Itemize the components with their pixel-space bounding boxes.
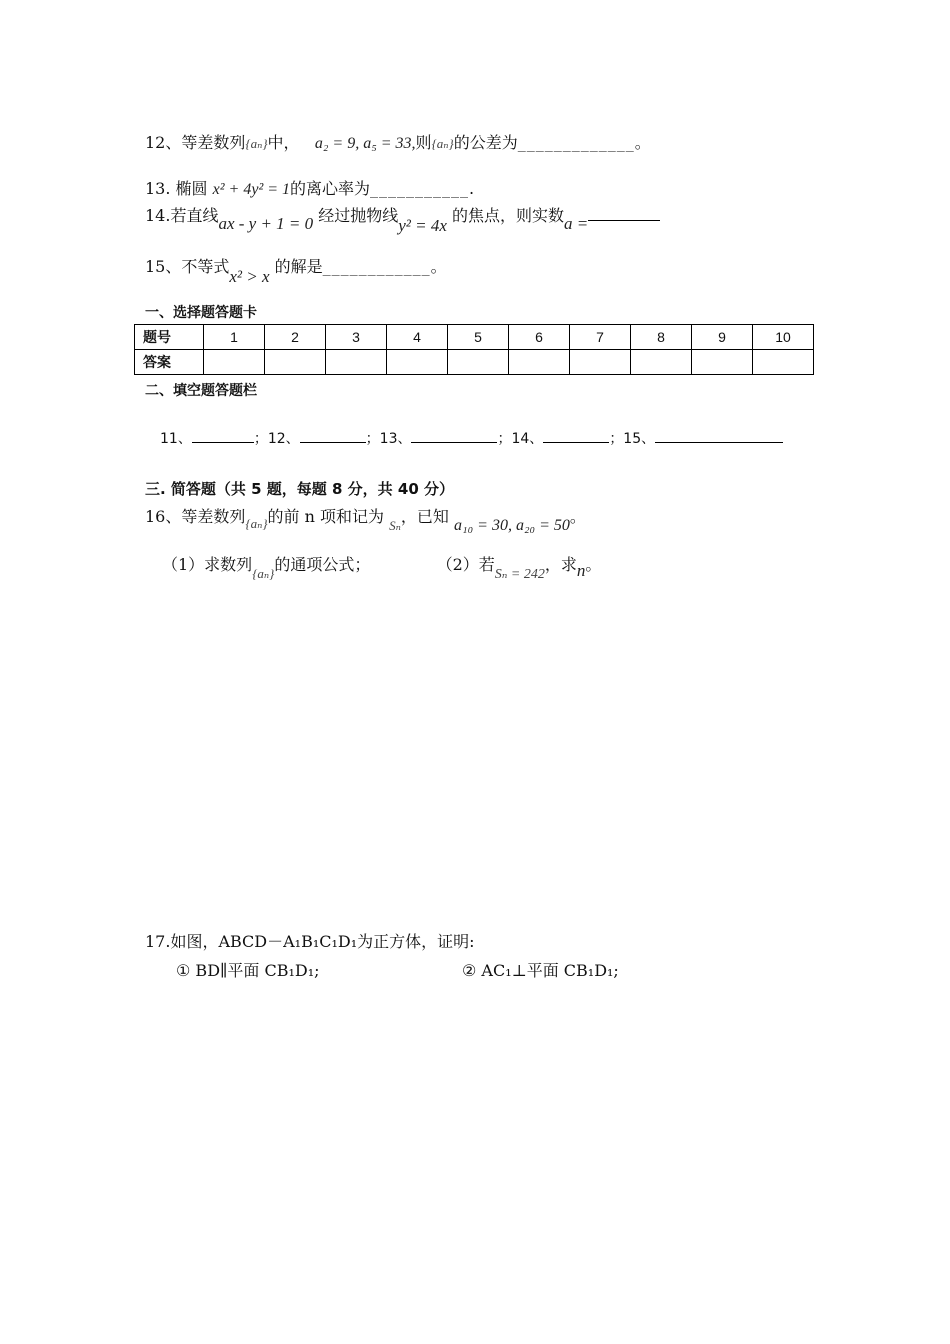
fill-label-15: ；15、: [609, 431, 656, 447]
q15-answer-blank[interactable]: ____________: [322, 257, 431, 276]
fill-label-12: ；12、: [253, 431, 300, 447]
q16-sequence: {aₙ}: [245, 516, 268, 531]
answer-cell[interactable]: [753, 350, 814, 375]
answer-cell[interactable]: [326, 350, 387, 375]
fill-in-answer-row: [160, 428, 783, 448]
fill-blank-11[interactable]: [192, 430, 254, 443]
question-number-cell: 8: [631, 325, 692, 350]
q14-ask: 的焦点，则实数: [452, 206, 565, 225]
fill-label-11: 11、: [160, 431, 192, 447]
choice-answer-card: [134, 324, 814, 375]
q16-mid: 的前 n 项和记为: [267, 507, 385, 526]
q16-part2-end: 。: [585, 555, 602, 574]
fill-label-13: ；13、: [365, 431, 412, 447]
q14-answer-blank[interactable]: [588, 210, 660, 221]
answer-cell[interactable]: [204, 350, 265, 375]
q14-parabola: y² = 4x: [398, 216, 447, 235]
q14-variable: a =: [564, 214, 589, 233]
q12-sequence: {aₙ}: [245, 136, 268, 151]
q14-line-equation: ax - y + 1 = 0: [218, 214, 314, 233]
q13-end: .: [469, 179, 475, 198]
q13-prefix: 13. 椭圆: [145, 179, 208, 198]
question-17-title: 17.如图，ABCD－A₁B₁C₁D₁为正方体，证明:: [145, 932, 475, 951]
question-13: [145, 176, 474, 199]
q16-part2-prefix: （2）若: [436, 555, 495, 574]
question-17-part1: ① BD∥平面 CB₁D₁;: [176, 961, 320, 980]
q12-sequence-2: {aₙ}: [431, 136, 454, 151]
question-number-header: 题号: [135, 325, 204, 350]
question-number-cell: 5: [448, 325, 509, 350]
q16-condition: a₁₀ = 30, a₂₀ = 50: [454, 517, 570, 534]
q16-end: 。: [569, 507, 586, 526]
fill-label-14: ；14、: [497, 431, 544, 447]
q16-part2-variable: n: [576, 561, 586, 580]
q16-sum: Sₙ: [389, 518, 401, 533]
question-16-parts: [162, 552, 602, 582]
q12-ask: 的公差为: [453, 133, 518, 152]
q12-prefix: 12、等差数列: [145, 133, 246, 152]
question-number-cell: 2: [265, 325, 326, 350]
question-number-cell: 1: [204, 325, 265, 350]
q13-equation: x² + 4y² = 1: [212, 181, 291, 198]
q13-ask: 的离心率为: [290, 179, 371, 198]
fill-blank-15[interactable]: [655, 430, 783, 443]
fill-blank-12[interactable]: [300, 430, 366, 443]
q16-prefix: 16、等差数列: [145, 507, 246, 526]
q16-part2-condition: Sₙ = 242: [494, 567, 545, 582]
answer-cell[interactable]: [509, 350, 570, 375]
q12-mid: 中，: [267, 133, 300, 152]
answer-cell[interactable]: [387, 350, 448, 375]
q12-then: 则: [415, 133, 432, 152]
question-number-cell: 7: [570, 325, 631, 350]
q15-end: 。: [430, 257, 447, 276]
question-number-cell: 10: [753, 325, 814, 350]
q12-condition: a₂ = 9, a₅ = 33,: [314, 135, 416, 152]
question-12: [145, 130, 651, 153]
section-2-title: 二、填空题答题栏: [145, 383, 257, 399]
fill-blank-14[interactable]: [543, 430, 609, 443]
question-number-cell: 4: [387, 325, 448, 350]
question-number-cell: 3: [326, 325, 387, 350]
section-1-title: 一、选择题答题卡: [145, 305, 257, 321]
answer-card-number-row: [135, 325, 814, 350]
answer-cell[interactable]: [570, 350, 631, 375]
q16-part1-prefix: （1）求数列: [162, 555, 253, 574]
q15-prefix: 15、不等式: [145, 257, 230, 276]
answer-cell[interactable]: [631, 350, 692, 375]
answer-header: 答案: [135, 350, 204, 375]
q16-part1-sequence: {aₙ}: [252, 566, 275, 581]
q15-inequality: x² > x: [229, 267, 270, 286]
q16-part1-ask: 的通项公式；: [274, 555, 371, 574]
q14-prefix: 14.若直线: [145, 206, 219, 225]
answer-cell[interactable]: [692, 350, 753, 375]
q16-part2-ask: ，求: [544, 555, 577, 574]
answer-cell[interactable]: [265, 350, 326, 375]
question-17-part2: ② AC₁⊥平面 CB₁D₁;: [462, 961, 619, 980]
fill-blank-13[interactable]: [411, 430, 497, 443]
question-14: [145, 203, 660, 235]
q12-answer-blank[interactable]: _____________: [517, 133, 635, 152]
answer-card-answer-row: [135, 350, 814, 375]
q13-answer-blank[interactable]: ___________: [370, 179, 470, 198]
question-number-cell: 6: [509, 325, 570, 350]
q14-mid: 经过抛物线: [318, 206, 399, 225]
section-3-title: 三. 简答题（共 5 题，每题 8 分，共 40 分）: [145, 480, 455, 498]
question-16: [145, 504, 586, 534]
question-15: [145, 254, 447, 286]
q12-end: 。: [634, 133, 651, 152]
answer-cell[interactable]: [448, 350, 509, 375]
question-number-cell: 9: [692, 325, 753, 350]
q16-known: ，已知: [400, 507, 449, 526]
q15-ask: 的解是: [274, 257, 323, 276]
